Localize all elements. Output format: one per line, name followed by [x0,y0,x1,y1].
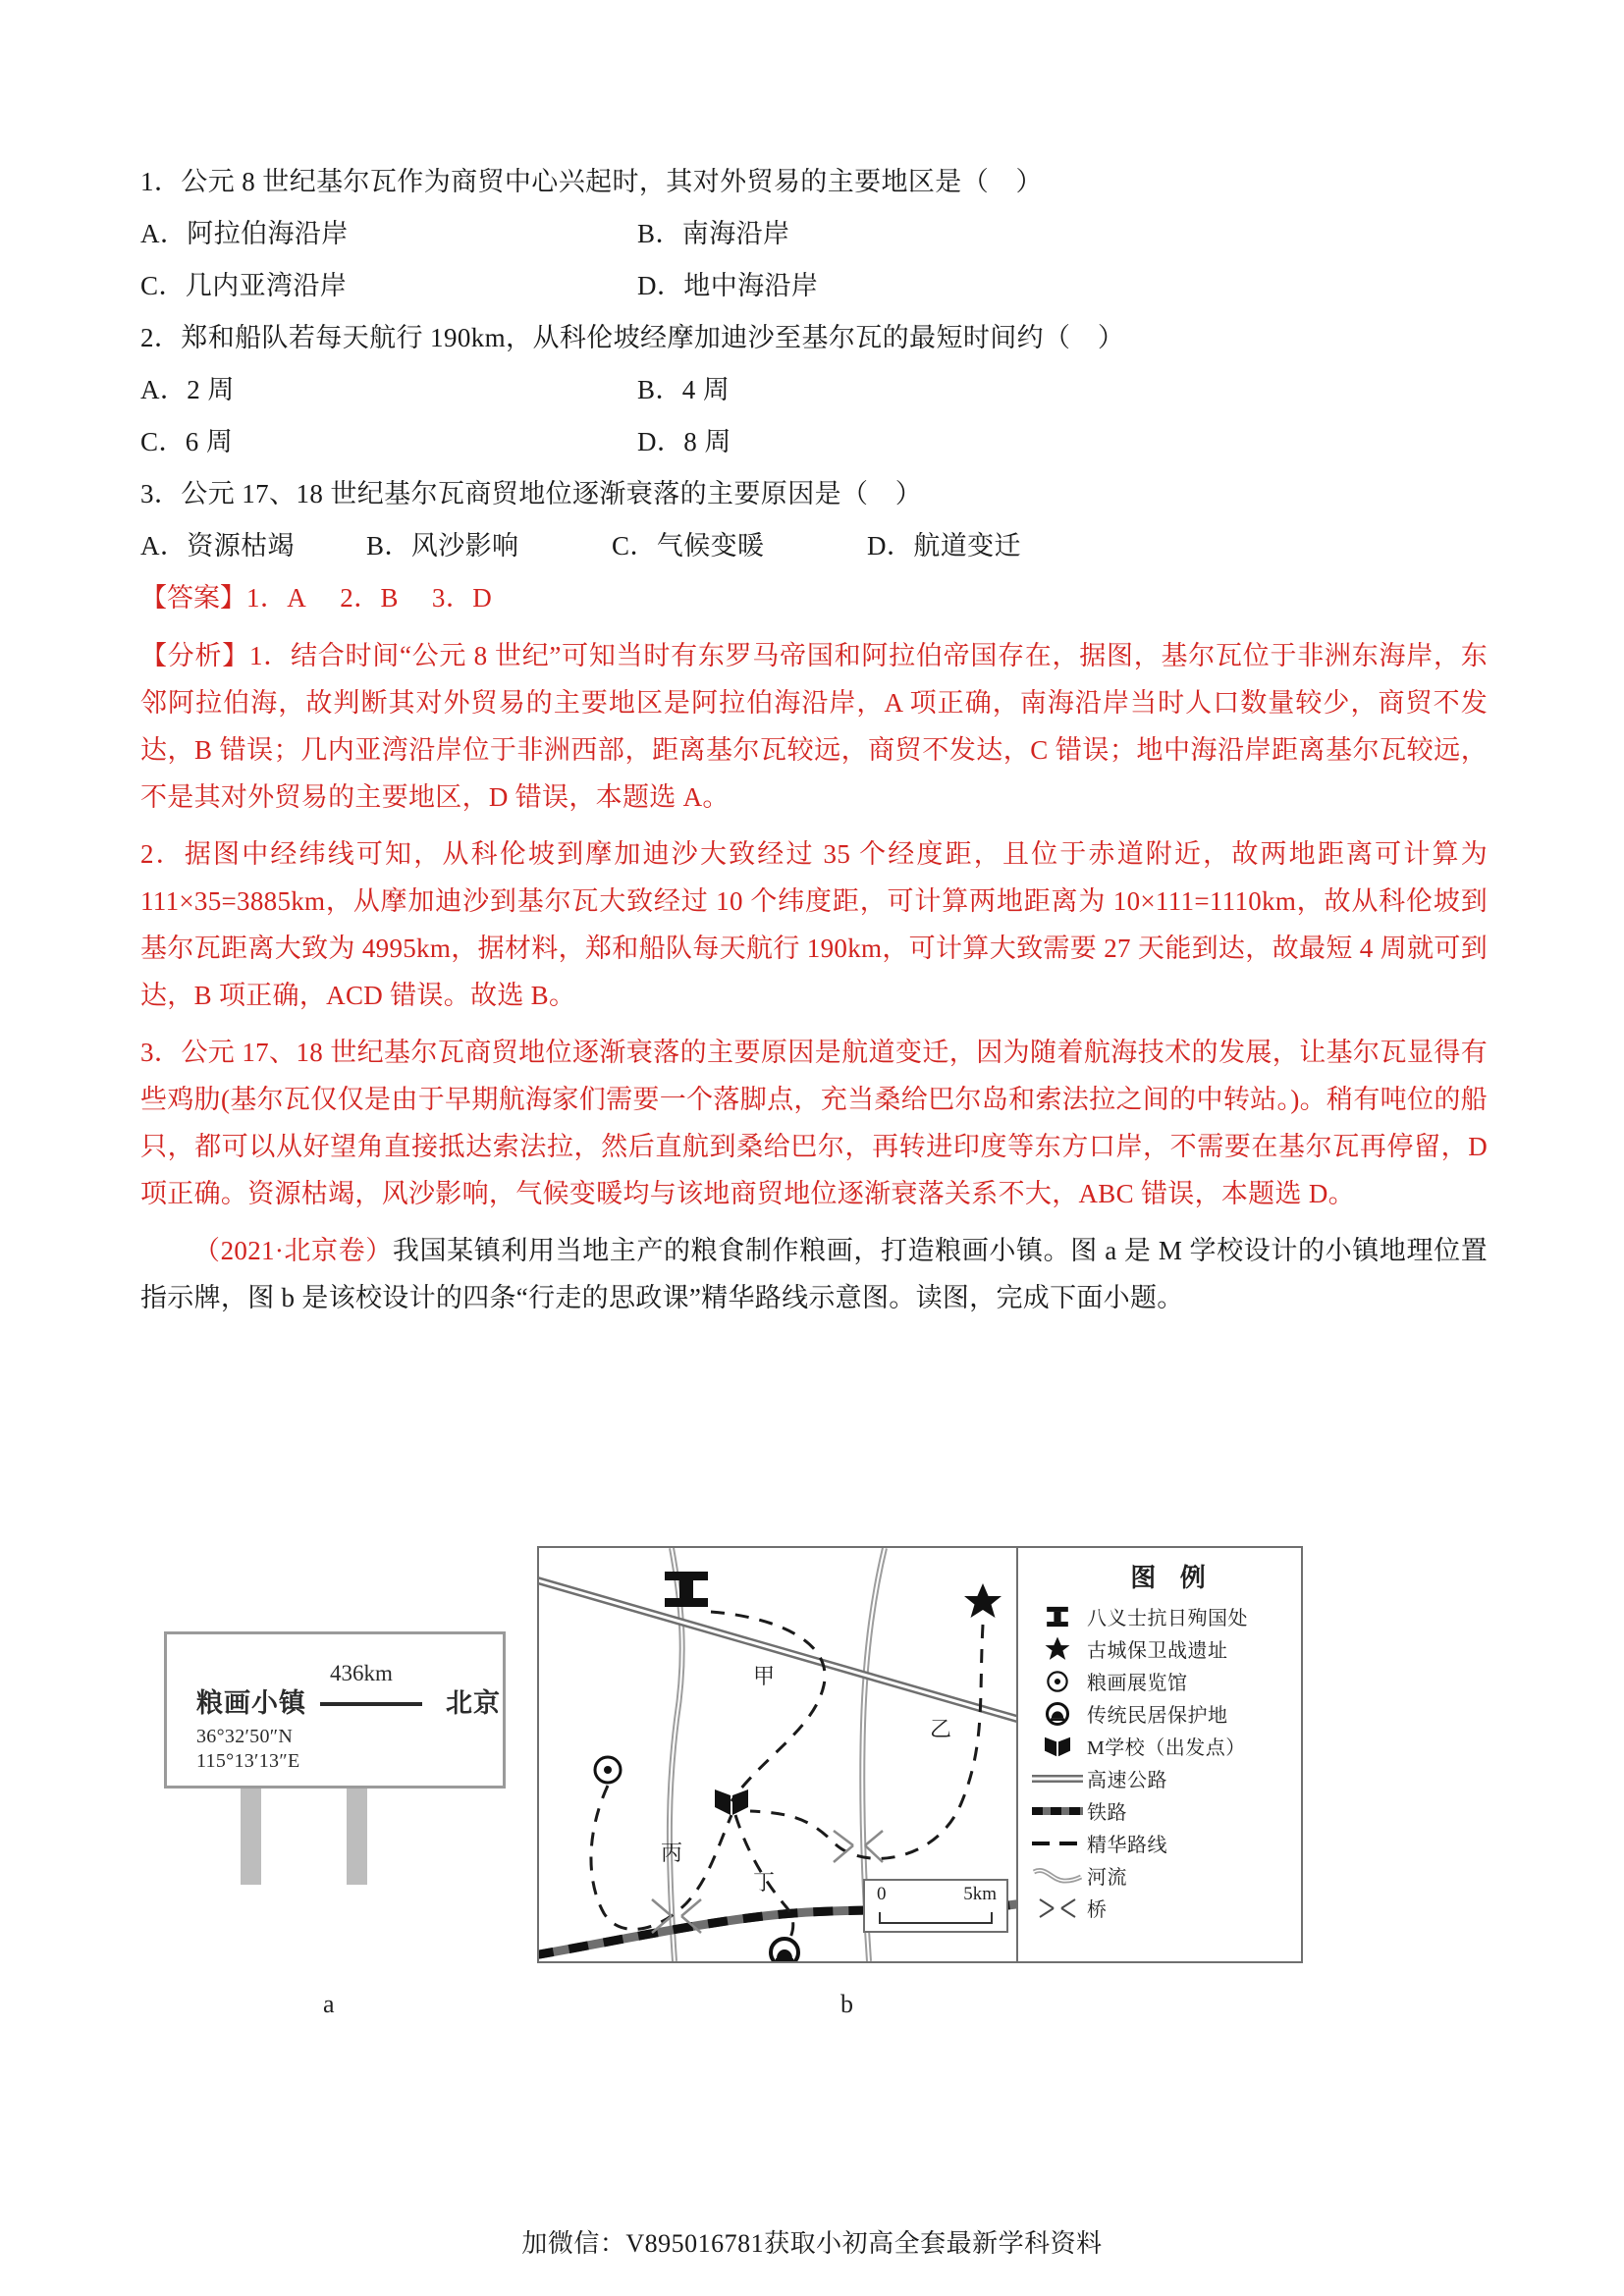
signpost-legs [241,1789,437,1885]
legend-item-river [1028,1859,1301,1892]
route-label-bing: 丙 [661,1841,683,1865]
document-content [140,167,1488,1329]
scale-max: 5km [963,1884,997,1904]
question-2-option-d[interactable]: D．8 周 [637,427,731,456]
answer-tag: 【答案】 [140,583,246,613]
question-2-option-b[interactable]: B．4 周 [637,375,731,404]
legend-label-highway: 高速公路 [1087,1770,1167,1791]
question-1-option-c[interactable]: C．几内亚湾沿岸 [140,271,348,300]
analysis-paragraph-3: 3．公元 17、18 世纪基尔瓦商贸地位逐渐衰落的主要原因是航道变迁，因为随着航海技术的发展，让基尔瓦显得有些鸡肋(基尔瓦仅仅是由于早期航海家们需要一个落脚点，充当桑给巴尔岛和索法拉之间的中转站。)。稍有吨位的船只，都可以从好望角直接抵达索法拉，然后直航到桑给巴尔，再转进印度等东方口岸，不需要在基尔瓦再停留，D 项正确。资源枯竭，风沙影响，气候变暖均与该地商贸地位逐渐衰落关系不大，ABC 错误，本题选 D。 [140,1038,1488,1208]
legend-label-martyrs: 八义士抗日殉国处 [1087,1608,1248,1629]
answer-item-2: 2．B [340,583,399,613]
signpost-longitude: 115°13′13″E [196,1750,300,1772]
legend-item-exhibition [1028,1665,1301,1697]
passage-paragraph [140,1227,1488,1321]
legend-label-route: 精华路线 [1087,1835,1167,1856]
answer-item-3: 3．D [431,583,493,613]
legend-item-star [1028,1632,1301,1665]
star-icon [1028,1635,1087,1663]
page-footer: 加微信：V895016781获取小初高全套最新学科资料 [521,2229,1103,2258]
map-scale-bar [863,1879,1008,1933]
route-jia [711,1612,825,1801]
traditional-house-icon [771,1939,798,1961]
question-2-option-c[interactable]: C．6 周 [140,427,234,456]
question-1-options-row-1 [140,219,1488,248]
question-2-stem: 2．郑和船队若每天航行 190km，从科伦坡经摩加迪沙至基尔瓦的最短时间约（ ） [140,323,1125,352]
question-2-options-row-2 [140,427,1488,456]
question-1-option-d[interactable]: D．地中海沿岸 [637,271,819,300]
figures-area [140,1546,1488,2037]
analysis-tag: 【分析】 [140,641,249,670]
passage-source: （2021·北京卷） [193,1236,393,1265]
legend-item-school [1028,1730,1301,1762]
legend-item-route [1028,1827,1301,1859]
legend-label-traditional-house: 传统民居保护地 [1087,1705,1228,1727]
figure-a-signpost [164,1571,517,1855]
question-3-options-row [140,531,1488,561]
star-icon [964,1583,1001,1618]
signpost-distance-group [318,1660,434,1716]
martyrs-monument-icon [1028,1604,1087,1629]
figure-a-caption: a [323,1990,335,2018]
passage-text: 我国某镇利用当地主产的粮食制作粮画，打造粮画小镇。图 a 是 M 学校设计的小镇地理位置指示牌，图 b 是该校设计的四条“行走的思政课”精华路线示意图。读图，完成下面小题。 [140,1236,1488,1312]
legend-item-highway [1028,1762,1301,1794]
analysis-paragraph-2: 2．据图中经纬线可知，从科伦坡到摩加迪沙大致经过 35 个经度距，且位于赤道附近，故两地距离可计算为 111×35=3885km，从摩加迪沙到基尔瓦大致经过 10 个纬度距，可计算两地距离为 10×111=1110km，故从科伦坡到基尔瓦距离大致为 4995km，据材料，郑和船队每天航行 190km，可计算大致需要 27 天能到达，故最短 4 周就可到达，B 项正确，ACD 错误。故选 B。 [140,839,1488,1010]
question-3-option-a[interactable]: A．资源枯竭 [140,531,295,561]
signpost-connector-line [320,1702,422,1706]
railway-line-icon [1028,1805,1087,1817]
legend-label-exhibition: 粮画展览馆 [1087,1673,1188,1694]
question-1-option-b[interactable]: B．南海沿岸 [637,219,790,248]
martyrs-monument-icon [665,1572,708,1607]
legend-label-railway: 铁路 [1087,1802,1127,1824]
scale-min: 0 [877,1884,887,1904]
question-2-options-row-1 [140,375,1488,404]
school-book-icon [715,1789,748,1815]
map-legend [1028,1554,1301,1956]
signpost-leg-left [241,1789,261,1885]
circle-dot-icon [595,1757,621,1783]
route-label-jia: 甲 [753,1664,776,1688]
question-1-options-row-2 [140,271,1488,300]
circle-dot-icon [1028,1668,1087,1695]
signpost-latitude: 36°32′50″N [196,1726,294,1747]
traditional-house-icon [1028,1700,1087,1728]
scale-ruler [879,1912,993,1924]
signpost-city-name: 北京 [446,1688,501,1718]
question-3-stem: 3．公元 17、18 世纪基尔瓦商贸地位逐渐衰落的主要原因是（ ） [140,479,923,508]
highway-line [539,1579,1016,1720]
legend-item-bridge [1028,1892,1301,1924]
question-2-option-a[interactable]: A．2 周 [140,375,235,404]
question-3-option-d[interactable]: D．航道变迁 [867,531,1021,561]
legend-title: 图 例 [1130,1564,1215,1592]
legend-label-bridge: 桥 [1087,1899,1108,1921]
analysis-text-1: 1．结合时间“公元 8 世纪”可知当时有东罗马帝国和阿拉伯帝国存在，据图，基尔瓦位于非洲东海岸，东邻阿拉伯海，故判断其对外贸易的主要地区是阿拉伯海沿岸，A 项正确，南海沿岸当时人口数量较少，商贸不发达，B 错误；几内亚湾沿岸位于非洲西部，距离基尔瓦较远，商贸不发达，C 错误；地中海沿岸距离基尔瓦较远，不是其对外贸易的主要地区，D 错误，本题选 A。 [140,641,1489,812]
river-icon [1028,1866,1087,1886]
answer-item-1: 1．A [246,583,307,613]
legend-item-traditional-house [1028,1697,1301,1730]
school-book-icon [1028,1734,1087,1759]
signpost-distance-value: 436km [330,1660,393,1685]
question-1-stem: 1．公元 8 世纪基尔瓦作为商贸中心兴起时，其对外贸易的主要地区是（ ） [140,167,1043,196]
route-dashed-icon [1028,1838,1087,1849]
question-3-option-b[interactable]: B．风沙影响 [366,531,519,561]
map-drawing [539,1548,1016,1961]
highway-line-icon [1028,1773,1087,1785]
route-label-yi: 乙 [930,1717,952,1741]
bridge-icon [1028,1897,1087,1919]
signpost-main-row [196,1660,501,1720]
route-label-ding: 丁 [753,1870,776,1895]
signpost-coordinates [196,1725,299,1774]
river-lines [670,1548,885,1961]
analysis-paragraph-1 [140,632,1488,821]
legend-label-river: 河流 [1087,1867,1127,1889]
question-3-option-c[interactable]: C．气候变暖 [612,531,765,561]
answer-line [140,583,1488,613]
signpost-leg-right [347,1789,367,1885]
legend-item-martyrs [1028,1600,1301,1632]
legend-label-star: 古城保卫战遗址 [1087,1640,1228,1662]
figure-b-caption: b [840,1990,853,2018]
signpost-board [164,1631,506,1789]
legend-item-railway [1028,1794,1301,1827]
map-legend-divider [1016,1548,1018,1961]
figure-b-map [537,1546,1303,1963]
signpost-town-name: 粮画小镇 [196,1688,306,1718]
legend-label-school: M学校（出发点） [1087,1737,1246,1759]
question-1-option-a[interactable]: A．阿拉伯海沿岸 [140,219,349,248]
